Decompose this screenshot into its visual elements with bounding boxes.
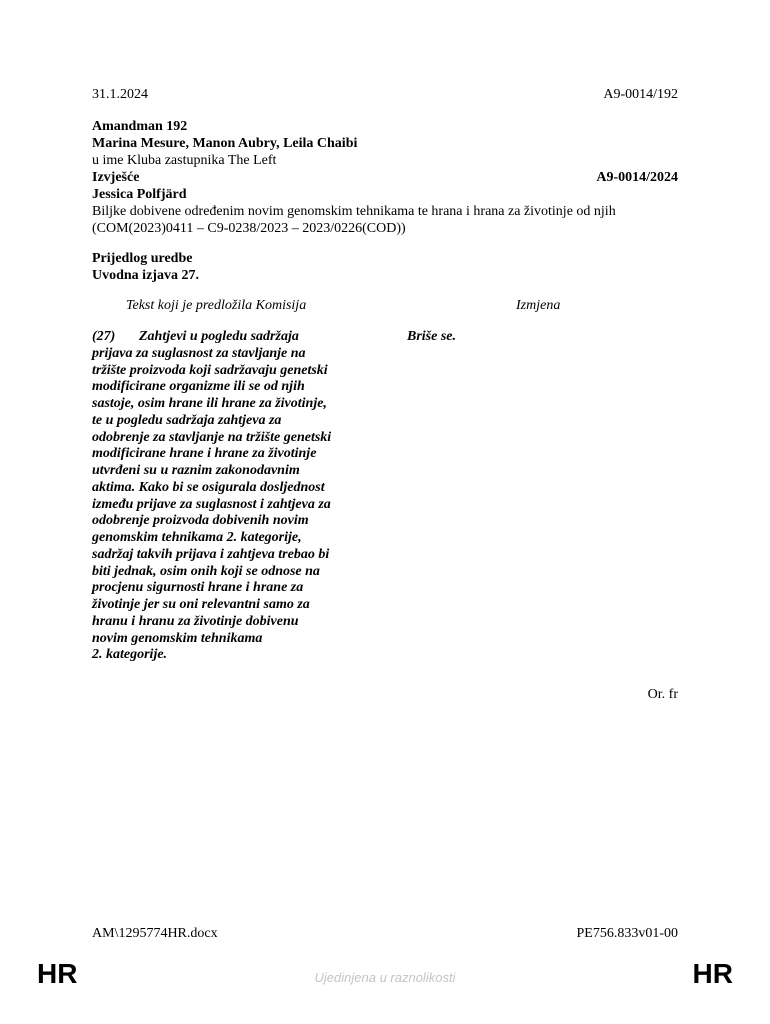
recital-line: modificirane hrane i hrane za životinje — [92, 446, 317, 462]
amendment-authors: Marina Mesure, Manon Aubry, Leila Chaibi — [92, 136, 358, 151]
pe-number: PE756.833v01-00 — [576, 926, 678, 941]
report-number: A9-0014/2024 — [596, 170, 678, 185]
recital-line: biti jednak, osim onih koji se odnose na — [92, 563, 320, 579]
commission-text — [92, 329, 382, 664]
amendment-text: Briše se. — [407, 329, 456, 344]
recital-line: odobrenje za stavljanje na tržište genetski — [92, 429, 332, 445]
political-group: u ime Kluba zastupnika The Left — [92, 153, 277, 168]
report-label: Izvješće — [92, 170, 140, 185]
recital-line: između prijave za suglasnost i zahtjeva za — [92, 496, 331, 512]
recital-line: procjenu sigurnosti hrane i hrane za — [92, 580, 304, 596]
document-date: 31.1.2024 — [92, 87, 148, 102]
recital-line: aktima. Kako bi se osigurala dosljednost — [92, 479, 325, 495]
recital-line: hranu i hranu za životinje dobivenu — [92, 613, 299, 629]
recital-line: 2. kategorije. — [92, 647, 168, 663]
language-code-left: HR — [37, 958, 78, 989]
recital-line: tržište proizvoda koji sadržavaju genetski — [92, 362, 328, 378]
original-language: Or. fr — [647, 687, 678, 702]
recital-line: (27) Zahtjevi u pogledu sadržaja — [92, 329, 299, 344]
amendment-reference: A9-0014/192 — [603, 87, 678, 102]
recital-line: sastoje, osim hrane ili hrane za životinje, — [92, 396, 327, 411]
rapporteur: Jessica Polfjärd — [92, 187, 187, 202]
recital-line: novim genomskim tehnikama — [92, 630, 263, 646]
proposal-heading: Prijedlog uredbe — [92, 251, 193, 266]
recital-line: životinje jer su oni relevantni samo za — [92, 597, 310, 612]
amendment-title: Amandman 192 — [92, 119, 188, 134]
recital-line: te u pogledu sadržaja zahtjeva za — [92, 412, 282, 428]
eu-motto: Ujedinjena u raznolikosti — [314, 970, 456, 985]
recital-number: (27) — [92, 329, 116, 344]
report-row — [92, 169, 678, 186]
recital-line: odobrenje proizvoda dobivenih novim — [92, 513, 309, 529]
procedure-reference: (COM(2023)0411 – C9-0238/2023 – 2023/0226(COD)) — [92, 221, 406, 236]
recital-line: prijava za suglasnost za stavljanje na — [92, 345, 306, 361]
recital-line: sadržaj takvih prijava i zahtjeva trebao bi — [92, 546, 330, 562]
recital-line: genomskim tehnikama 2. kategorije, — [92, 530, 302, 545]
recital-line: modificirane organizme ili se od njih — [92, 379, 305, 395]
proposal-info — [92, 250, 199, 284]
recital-line: utvrđeni su u raznim zakonodavnim — [92, 463, 300, 478]
report-title: Biljke dobivene određenim novim genomskim tehnikama te hrana i hrana za životinje od njih — [92, 204, 616, 219]
document-filename: AM\1295774HR.docx — [92, 926, 218, 941]
recital-reference: Uvodna izjava 27. — [92, 268, 199, 283]
amendment-info — [92, 118, 678, 237]
language-code-right: HR — [692, 958, 733, 989]
column-heading-amendment: Izmjena — [516, 298, 561, 313]
column-heading-commission: Tekst koji je predložila Komisija — [126, 298, 307, 313]
